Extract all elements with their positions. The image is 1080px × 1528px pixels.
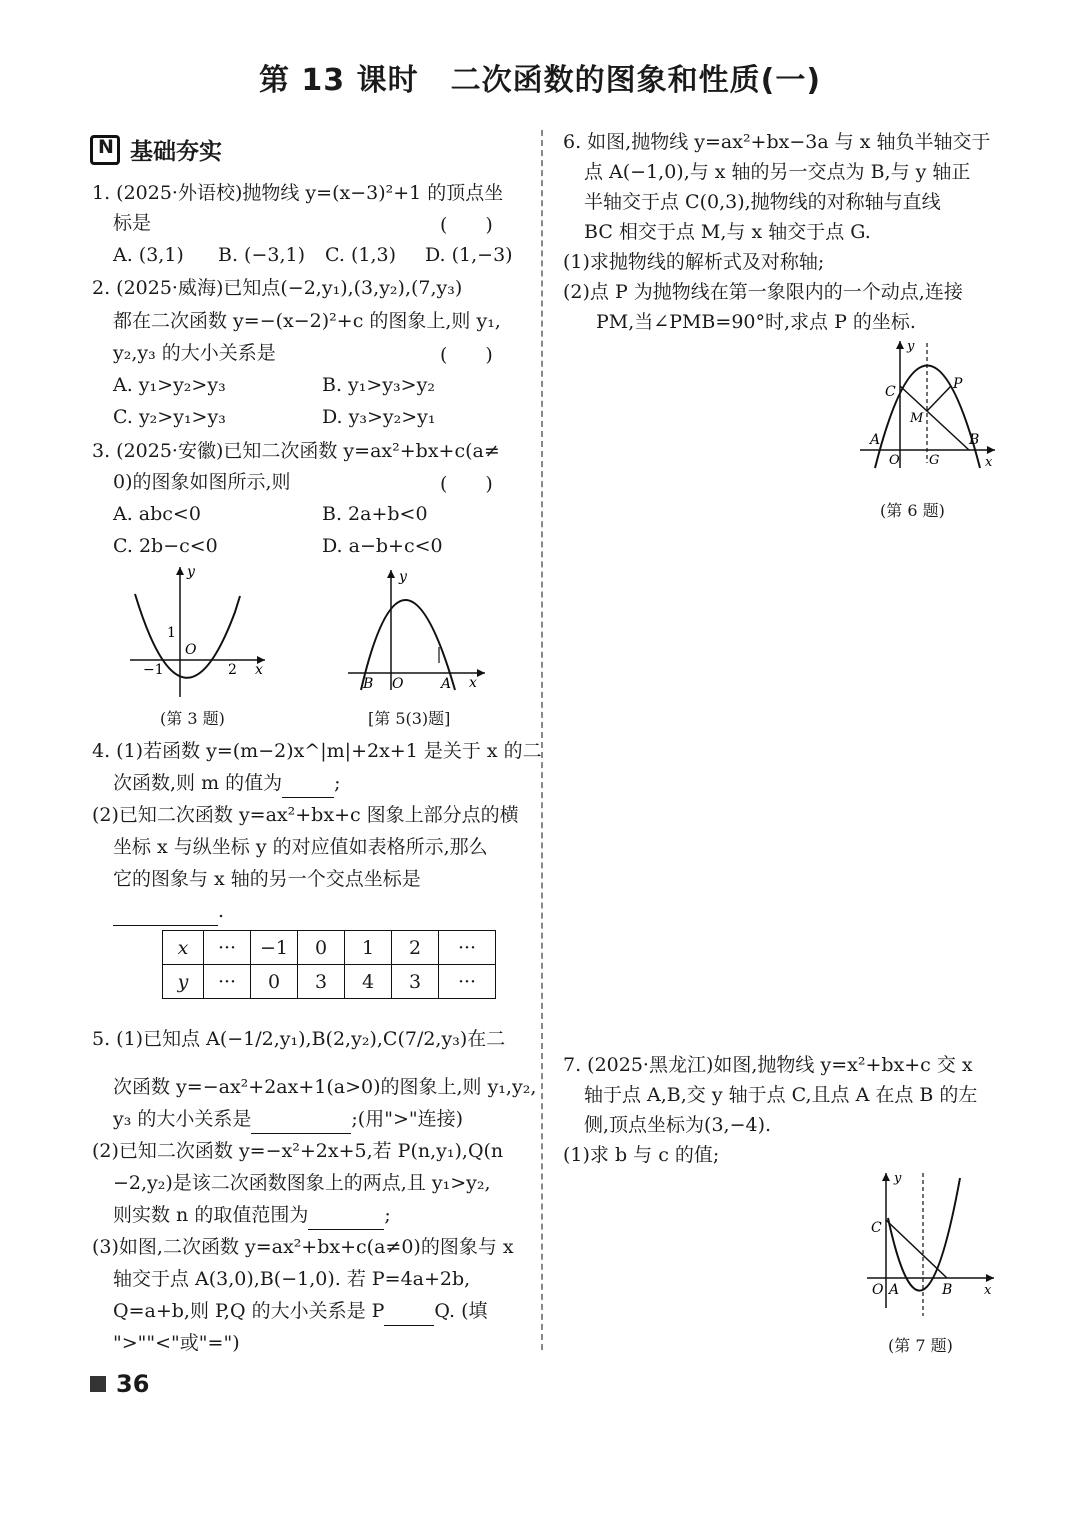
- fig5-point-b: B: [363, 676, 374, 692]
- q5-line3-text: y₃ 的大小关系是: [113, 1108, 252, 1130]
- q6-line6: (2)点 P 为抛物线在第一象限内的一个动点,连接: [563, 281, 963, 303]
- table-cell: ···: [204, 965, 251, 999]
- fig5-origin: O: [392, 676, 404, 692]
- q4-line1: 4. (1)若函数 y=(m−2)x^|m|+2x+1 是关于 x 的二: [92, 740, 542, 762]
- q5-line5: −2,y₂)是该二次函数图象上的两点,且 y₁>y₂,: [113, 1172, 491, 1194]
- q4-answer-blank-2[interactable]: [113, 905, 218, 926]
- table-cell: ···: [439, 965, 496, 999]
- table-cell: −1: [251, 931, 298, 965]
- q5-line10: ">""<"或"="): [113, 1332, 240, 1354]
- q3-option-b: B. 2a+b<0: [322, 503, 428, 525]
- lesson-topic: 二次函数的图象和性质(一): [450, 63, 822, 98]
- lesson-number: 第 13 课时: [258, 63, 419, 98]
- q5-answer-blank-1[interactable]: [251, 1113, 351, 1134]
- fig6-point-m: M: [910, 411, 924, 426]
- q4-value-table: [162, 930, 496, 999]
- fig7-origin: O: [872, 1282, 884, 1298]
- fig3-one: 1: [167, 625, 176, 641]
- fig6-point-c: C: [885, 384, 896, 400]
- q2-option-d: D. y₃>y₂>y₁: [322, 406, 436, 428]
- fig5-x-label: x: [469, 675, 477, 691]
- section-label: 基础夯实: [130, 139, 222, 165]
- section-heading: [90, 133, 222, 166]
- table-cell: 3: [392, 965, 439, 999]
- q5-line3-end: ;(用">"连接): [351, 1108, 464, 1130]
- q5-line6-text: 则实数 n 的取值范围为: [113, 1204, 309, 1226]
- fig3-origin: O: [185, 642, 197, 658]
- fig7-point-c: C: [871, 1220, 882, 1236]
- q5-line9-end: Q. (填: [434, 1300, 488, 1322]
- fig7-x-label: x: [984, 1283, 992, 1298]
- q4-answer-blank-1[interactable]: [282, 777, 334, 798]
- q6-line3: 半轴交于点 C(0,3),抛物线的对称轴与直线: [584, 191, 941, 213]
- figure-q3-graph: [125, 562, 285, 702]
- q6-line4: BC 相交于点 M,与 x 轴交于点 G.: [584, 221, 871, 243]
- q1-option-c: C. (1,3): [325, 244, 396, 266]
- page-marker-icon: [90, 1376, 106, 1392]
- q1-line2: 标是: [113, 212, 152, 234]
- q5-line6: [113, 1200, 391, 1230]
- q3-line2: 0)的图象如图所示,则: [113, 471, 291, 493]
- q4-line3: (2)已知二次函数 y=ax²+bx+c 图象上部分点的横: [92, 804, 519, 826]
- page-title: [0, 55, 1080, 99]
- q3-answer-paren[interactable]: ( ): [440, 473, 493, 495]
- fig6-point-p: P: [953, 376, 963, 392]
- q1-option-a: A. (3,1): [113, 244, 184, 266]
- q3-line1: 3. (2025·安徽)已知二次函数 y=ax²+bx+c(a≠: [92, 440, 500, 462]
- fig7-y-label: y: [894, 1171, 902, 1186]
- q1-option-b: B. (−3,1): [218, 244, 306, 266]
- q5-line6-end: ;: [384, 1204, 391, 1226]
- figure-q5-3-graph: [343, 565, 493, 700]
- table-cell: 2: [392, 931, 439, 965]
- q3-option-a: A. abc<0: [113, 503, 201, 525]
- q7-line2: 轴于点 A,B,交 y 轴于点 C,且点 A 在点 B 的左: [584, 1084, 978, 1106]
- q2-line1: 2. (2025·威海)已知点(−2,y₁),(3,y₂),(7,y₃): [92, 277, 463, 299]
- q5-line9: [113, 1296, 488, 1326]
- q5-line8: 轴交于点 A(3,0),B(−1,0). 若 P=4a+2b,: [113, 1268, 471, 1290]
- q4-line6-end: .: [218, 900, 225, 922]
- fig3-caption: (第 3 题): [160, 709, 225, 728]
- q5-line1: 5. (1)已知点 A(−1/2,y₁),B(2,y₂),C(7/2,y₃)在二: [92, 1028, 506, 1050]
- fig7-caption: (第 7 题): [888, 1336, 953, 1355]
- table-cell: 0: [298, 931, 345, 965]
- fig7-point-a: A: [889, 1282, 900, 1298]
- q2-line3: y₂,y₃ 的大小关系是: [113, 342, 276, 364]
- fig6-point-b: B: [969, 432, 980, 448]
- fig6-point-g: G: [929, 453, 940, 468]
- q2-answer-paren[interactable]: ( ): [440, 344, 493, 366]
- q7-line1: 7. (2025·黑龙江)如图,抛物线 y=x²+bx+c 交 x: [563, 1054, 973, 1076]
- q5-answer-blank-2[interactable]: [308, 1209, 384, 1230]
- q3-option-d: D. a−b+c<0: [322, 535, 443, 557]
- fig7-parabola: [888, 1178, 960, 1291]
- q5-line3: [113, 1104, 463, 1134]
- fig6-y-label: y: [907, 339, 915, 354]
- page-number-text: 36: [116, 1370, 150, 1398]
- q6-line1: 6. 如图,抛物线 y=ax²+bx−3a 与 x 轴负半轴交于: [563, 131, 991, 153]
- q5-line9-text: Q=a+b,则 P,Q 的大小关系是 P: [113, 1300, 385, 1322]
- q4-line5: 它的图象与 x 轴的另一个交点坐标是: [113, 868, 421, 890]
- fig5-y-label: y: [399, 569, 407, 585]
- q5-line4: (2)已知二次函数 y=−x²+2x+5,若 P(n,y₁),Q(n: [92, 1140, 504, 1162]
- table-cell: y: [163, 965, 204, 999]
- notebook-icon: [90, 135, 120, 165]
- q2-option-a: A. y₁>y₂>y₃: [113, 374, 226, 396]
- fig6-point-a: A: [870, 432, 881, 448]
- table-cell: 4: [345, 965, 392, 999]
- q4-line2-text: 次函数,则 m 的值为: [113, 772, 283, 794]
- q2-option-c: C. y₂>y₁>y₃: [113, 406, 226, 428]
- table-cell: ···: [204, 931, 251, 965]
- fig3-two: 2: [228, 662, 237, 678]
- q5-answer-blank-3[interactable]: [384, 1305, 434, 1326]
- q1-answer-paren[interactable]: ( ): [440, 214, 493, 236]
- q4-line4: 坐标 x 与纵坐标 y 的对应值如表格所示,那么: [113, 836, 488, 858]
- q4-line2-end: ;: [334, 772, 341, 794]
- figure-q6-graph: [855, 338, 1005, 473]
- q3-option-c: C. 2b−c<0: [113, 535, 218, 557]
- q2-line2: 都在二次函数 y=−(x−2)²+c 的图象上,则 y₁,: [113, 310, 501, 332]
- q1-line1: 1. (2025·外语校)抛物线 y=(x−3)²+1 的顶点坐: [92, 182, 504, 204]
- q4-line2: [113, 768, 341, 798]
- table-cell: ···: [439, 931, 496, 965]
- fig3-y-label: y: [187, 564, 195, 580]
- table-cell: 1: [345, 931, 392, 965]
- table-cell: x: [163, 931, 204, 965]
- fig3-neg-one: −1: [143, 662, 164, 678]
- fig6-origin: O: [889, 453, 900, 468]
- q2-option-b: B. y₁>y₃>y₂: [322, 374, 435, 396]
- q1-option-d: D. (1,−3): [425, 244, 513, 266]
- q6-line2: 点 A(−1,0),与 x 轴的另一交点为 B,与 y 轴正: [584, 161, 971, 183]
- figure-q7-graph: [862, 1168, 1002, 1328]
- q7-line3: 侧,顶点坐标为(3,−4).: [584, 1114, 772, 1136]
- table-row: [163, 965, 496, 999]
- q5-line7: (3)如图,二次函数 y=ax²+bx+c(a≠0)的图象与 x: [92, 1236, 514, 1258]
- fig6-x-label: x: [985, 455, 993, 470]
- page-number: [90, 1370, 149, 1398]
- fig5-point-a: A: [441, 676, 452, 692]
- q6-line5: (1)求抛物线的解析式及对称轴;: [563, 251, 825, 273]
- fig3-x-label: x: [255, 662, 263, 678]
- fig6-caption: (第 6 题): [880, 501, 945, 520]
- table-cell: 0: [251, 965, 298, 999]
- table-row: [163, 931, 496, 965]
- table-cell: 3: [298, 965, 345, 999]
- fig7-point-b: B: [942, 1282, 953, 1298]
- q6-line7: PM,当∠PMB=90°时,求点 P 的坐标.: [596, 311, 916, 333]
- q7-line4: (1)求 b 与 c 的值;: [563, 1144, 720, 1166]
- fig6-line-pm: [927, 386, 951, 411]
- fig5-caption: [第 5(3)题]: [368, 709, 451, 728]
- q4-line6: [113, 896, 224, 926]
- q5-line2: 次函数 y=−ax²+2ax+1(a>0)的图象上,则 y₁,y₂,: [113, 1076, 537, 1098]
